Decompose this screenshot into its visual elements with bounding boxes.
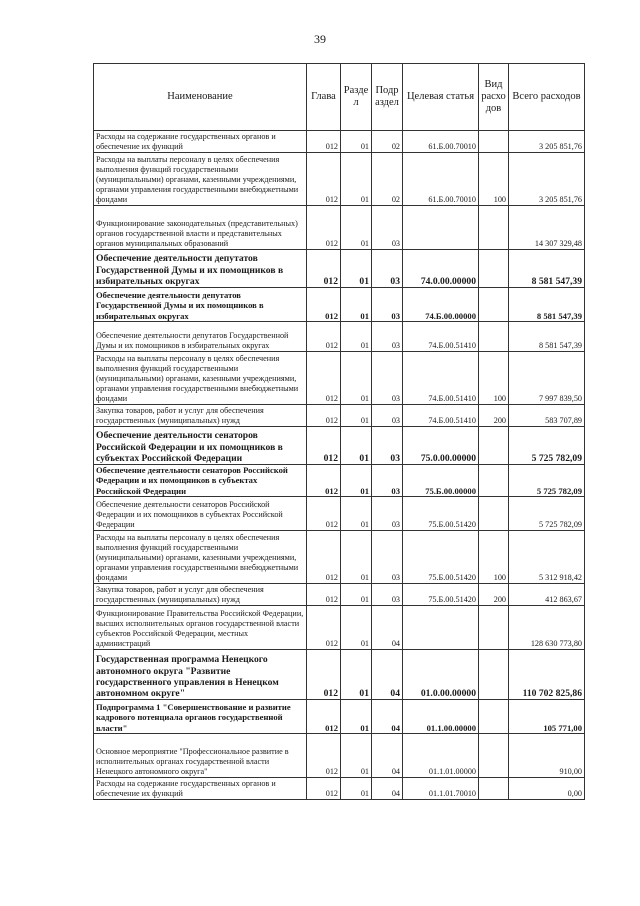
row-chapter: 012 (307, 531, 341, 584)
row-expense-type: 200 (479, 405, 509, 427)
row-section: 01 (341, 322, 372, 352)
row-chapter: 012 (307, 700, 341, 734)
row-subsection: 02 (372, 131, 403, 153)
row-section: 01 (341, 531, 372, 584)
row-name: Расходы на выплаты персоналу в целях обеспечения выполнения функций государственными (муниципальными) органами, казенными учреждениями, органами управления государственными внебюджетными фондами (94, 531, 307, 584)
row-section: 01 (341, 153, 372, 206)
row-total: 583 707,89 (509, 405, 585, 427)
row-target: 01.1.01.00000 (403, 734, 479, 778)
header-target: Целевая статья (403, 64, 479, 131)
row-expense-type (479, 700, 509, 734)
row-name: Расходы на содержание государственных органов и обеспечение их функций (94, 778, 307, 800)
row-section: 01 (341, 250, 372, 288)
row-total: 128 630 773,80 (509, 606, 585, 650)
row-chapter: 012 (307, 131, 341, 153)
row-total: 8 581 547,39 (509, 288, 585, 322)
table-row (94, 352, 585, 405)
table-row (94, 734, 585, 778)
row-name: Расходы на содержание государственных органов и обеспечение их функций (94, 131, 307, 153)
row-total: 5 725 782,09 (509, 497, 585, 531)
table-row (94, 650, 585, 700)
row-chapter: 012 (307, 650, 341, 700)
table-row (94, 465, 585, 497)
row-expense-type (479, 427, 509, 465)
row-subsection: 03 (372, 465, 403, 497)
row-target: 75.Б.00.00000 (403, 465, 479, 497)
table-row (94, 606, 585, 650)
row-expense-type (479, 778, 509, 800)
row-section: 01 (341, 700, 372, 734)
row-subsection: 03 (372, 206, 403, 250)
row-total: 910,00 (509, 734, 585, 778)
table-row (94, 497, 585, 531)
table-row (94, 153, 585, 206)
row-section: 01 (341, 734, 372, 778)
row-chapter: 012 (307, 322, 341, 352)
row-expense-type (479, 250, 509, 288)
row-subsection: 03 (372, 250, 403, 288)
header-chapter: Глава (307, 64, 341, 131)
table-row (94, 206, 585, 250)
row-chapter: 012 (307, 497, 341, 531)
row-name: Обеспечение деятельности сенаторов Российской Федерации и их помощников в субъектах Российской Федерации (94, 465, 307, 497)
row-section: 01 (341, 405, 372, 427)
row-name: Обеспечение деятельности депутатов Государственной Думы и их помощников в избирательных округах (94, 288, 307, 322)
row-name: Закупка товаров, работ и услуг для обеспечения государственных (муниципальных) нужд (94, 405, 307, 427)
row-total: 5 312 918,42 (509, 531, 585, 584)
row-subsection: 04 (372, 700, 403, 734)
row-total: 105 771,00 (509, 700, 585, 734)
header-expense-type: Вид расхо дов (479, 64, 509, 131)
row-chapter: 012 (307, 352, 341, 405)
table-row (94, 700, 585, 734)
row-expense-type: 100 (479, 531, 509, 584)
row-section: 01 (341, 650, 372, 700)
table-row (94, 131, 585, 153)
row-target: 75.Б.00.51420 (403, 531, 479, 584)
row-subsection: 03 (372, 497, 403, 531)
row-expense-type (479, 734, 509, 778)
table-row (94, 584, 585, 606)
row-subsection: 02 (372, 153, 403, 206)
row-expense-type (479, 650, 509, 700)
row-expense-type (479, 606, 509, 650)
row-name: Подпрограмма 1 "Совершенствование и развитие кадрового потенциала органов государственной власти" (94, 700, 307, 734)
row-subsection: 03 (372, 427, 403, 465)
page-number: 39 (314, 32, 326, 46)
row-target: 74.Б.00.51410 (403, 322, 479, 352)
row-name: Закупка товаров, работ и услуг для обеспечения государственных (муниципальных) нужд (94, 584, 307, 606)
header-total: Всего расходов (509, 64, 585, 131)
row-expense-type (479, 465, 509, 497)
row-total: 5 725 782,09 (509, 427, 585, 465)
row-chapter: 012 (307, 250, 341, 288)
row-chapter: 012 (307, 584, 341, 606)
row-target: 01.1.01.70010 (403, 778, 479, 800)
table-row (94, 427, 585, 465)
row-total: 110 702 825,86 (509, 650, 585, 700)
row-chapter: 012 (307, 206, 341, 250)
row-expense-type (479, 206, 509, 250)
row-chapter: 012 (307, 465, 341, 497)
table-row (94, 250, 585, 288)
row-subsection: 03 (372, 322, 403, 352)
row-target: 75.0.00.00000 (403, 427, 479, 465)
row-total: 14 307 329,48 (509, 206, 585, 250)
row-total: 5 725 782,09 (509, 465, 585, 497)
header-subsection: Подр аздел (372, 64, 403, 131)
row-expense-type: 100 (479, 352, 509, 405)
row-subsection: 04 (372, 734, 403, 778)
row-target: 01.0.00.00000 (403, 650, 479, 700)
row-total: 3 205 851,76 (509, 131, 585, 153)
row-subsection: 03 (372, 352, 403, 405)
row-total: 7 997 839,50 (509, 352, 585, 405)
row-section: 01 (341, 778, 372, 800)
row-chapter: 012 (307, 734, 341, 778)
row-section: 01 (341, 288, 372, 322)
row-target (403, 206, 479, 250)
row-total: 0,00 (509, 778, 585, 800)
header-row (94, 64, 585, 131)
table-row (94, 322, 585, 352)
row-section: 01 (341, 497, 372, 531)
row-total: 3 205 851,76 (509, 153, 585, 206)
budget-table (93, 63, 585, 800)
row-section: 01 (341, 352, 372, 405)
row-name: Функционирование законодательных (представительных) органов государственной власти и представительных органов муниципальных образований (94, 206, 307, 250)
row-subsection: 04 (372, 606, 403, 650)
row-name: Государственная программа Ненецкого автономного округа "Развитие государственного управления в Ненецком автономном округе" (94, 650, 307, 700)
row-target: 61.Б.00.70010 (403, 153, 479, 206)
row-expense-type: 100 (479, 153, 509, 206)
row-section: 01 (341, 131, 372, 153)
row-subsection: 03 (372, 288, 403, 322)
row-chapter: 012 (307, 288, 341, 322)
row-name: Основное мероприятие "Профессиональное развитие в исполнительных органах государственной власти Ненецкого автономного округа" (94, 734, 307, 778)
row-name: Обеспечение деятельности депутатов Государственной Думы и их помощников в избирательных округах (94, 250, 307, 288)
row-subsection: 03 (372, 531, 403, 584)
row-chapter: 012 (307, 427, 341, 465)
header-name: Наименование (94, 64, 307, 131)
table-row (94, 288, 585, 322)
row-target: 75.Б.00.51420 (403, 584, 479, 606)
row-target: 75.Б.00.51420 (403, 497, 479, 531)
row-section: 01 (341, 465, 372, 497)
header-section: Разде л (341, 64, 372, 131)
row-name: Функционирование Правительства Российской Федерации, высших исполнительных органов государственной власти субъектов Российской Федерации, местных администраций (94, 606, 307, 650)
row-chapter: 012 (307, 405, 341, 427)
row-target (403, 606, 479, 650)
row-chapter: 012 (307, 778, 341, 800)
row-subsection: 03 (372, 584, 403, 606)
row-target: 01.1.00.00000 (403, 700, 479, 734)
row-name: Обеспечение деятельности сенаторов Российской Федерации и их помощников в субъектах Российской Федерации (94, 427, 307, 465)
row-name: Обеспечение деятельности депутатов Государственной Думы и их помощников в избирательных округах (94, 322, 307, 352)
row-total: 8 581 547,39 (509, 250, 585, 288)
row-name: Расходы на выплаты персоналу в целях обеспечения выполнения функций государственными (муниципальными) органами, казенными учреждениями, органами управления государственными внебюджетными фондами (94, 153, 307, 206)
row-expense-type (479, 497, 509, 531)
row-section: 01 (341, 584, 372, 606)
row-target: 74.Б.00.51410 (403, 405, 479, 427)
table-row (94, 531, 585, 584)
row-section: 01 (341, 606, 372, 650)
row-total: 412 863,67 (509, 584, 585, 606)
row-section: 01 (341, 427, 372, 465)
row-subsection: 04 (372, 650, 403, 700)
row-target: 61.Б.00.70010 (403, 131, 479, 153)
row-section: 01 (341, 206, 372, 250)
row-expense-type (479, 288, 509, 322)
row-target: 74.0.00.00000 (403, 250, 479, 288)
row-subsection: 03 (372, 405, 403, 427)
row-chapter: 012 (307, 153, 341, 206)
row-target: 74.Б.00.51410 (403, 352, 479, 405)
row-expense-type (479, 131, 509, 153)
row-name: Расходы на выплаты персоналу в целях обеспечения выполнения функций государственными (муниципальными) органами, казенными учреждениями, органами управления государственными внебюджетными фондами (94, 352, 307, 405)
row-expense-type (479, 322, 509, 352)
row-expense-type: 200 (479, 584, 509, 606)
row-total: 8 581 547,39 (509, 322, 585, 352)
row-subsection: 04 (372, 778, 403, 800)
row-chapter: 012 (307, 606, 341, 650)
table-row (94, 778, 585, 800)
row-target: 74.Б.00.00000 (403, 288, 479, 322)
table-row (94, 405, 585, 427)
row-name: Обеспечение деятельности сенаторов Российской Федерации и их помощников в субъектах Российской Федерации (94, 497, 307, 531)
